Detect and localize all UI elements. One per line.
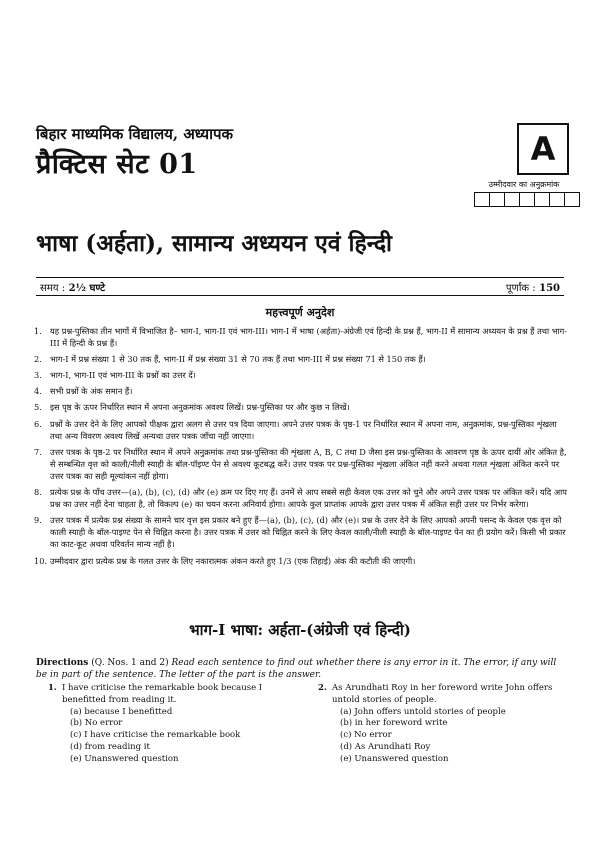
instruction-number: 3. — [34, 370, 42, 381]
instruction-number: 8. — [34, 487, 42, 498]
instruction-item — [34, 446, 568, 482]
option-item: (a) because I benefitted — [70, 706, 173, 717]
series-letter: A — [530, 130, 556, 168]
instructions-list — [34, 325, 568, 571]
option-item: (a) John offers untold stories of people — [340, 706, 506, 717]
instruction-text: भाग-I, भाग-II एवं भाग-III के प्रश्नों का उत्तर दें। — [50, 370, 196, 381]
directions-range: (Q. Nos. 1 and 2) — [91, 658, 169, 668]
instruction-number: 4. — [34, 386, 42, 397]
instruction-item — [34, 401, 568, 413]
instruction-text: उत्तर पत्रक के पृष्ठ-2 पर निर्धारित स्थान में अपने अनुक्रमांक तथा प्रश्न-पुस्तिका की शृंखला A, B, C तथा D जैसा इस प्रश्न-पुस्तिका के आवरण पृष्ठ के ऊपर दायीं ओर अंकित है, से सम्बन्धित वृत्त को काली/नीली स्याही के बॉल-पॉइण्ट पेन से अवश्य कूटबद्ध करें। उत्तर पत्रक पर प्रश्न-पुस्तिका शृंखला अंकित नहीं करने अथवा गलत शृंखला अंकित करने पर उत्तर पत्रक का सही मूल्यांकन नहीं होगा। — [50, 446, 567, 481]
roll-number-box — [535, 193, 550, 206]
roll-number-box — [490, 193, 505, 206]
roll-number-label: उम्मीदवार का अनुक्रमांक — [488, 180, 560, 189]
option-item: (c) I have criticise the remarkable book — [70, 730, 241, 741]
roll-number-box — [520, 193, 535, 206]
booklet-series-box — [517, 123, 569, 175]
option-item: (b) No error — [70, 718, 123, 729]
option-item: (b) in her foreword write — [340, 718, 448, 729]
question-block — [48, 683, 298, 766]
instruction-item — [34, 514, 568, 550]
instruction-text: सभी प्रश्नों के अंक समान हैं। — [50, 386, 133, 397]
time-info — [40, 280, 105, 294]
roll-number-box — [475, 193, 490, 206]
instruction-number: 7. — [34, 446, 42, 457]
instruction-item — [34, 486, 568, 510]
instruction-number: 6. — [34, 418, 42, 429]
directions-label: Directions — [36, 658, 89, 668]
option-item: (e) Unanswered question — [70, 753, 179, 764]
marks-info — [506, 280, 560, 294]
directions-block — [36, 657, 566, 681]
marks-value: 150 — [539, 282, 560, 294]
time-label: समय : — [40, 282, 66, 294]
instruction-text: यह प्रश्न-पुस्तिका तीन भागों में विभाजित है– भाग-I, भाग-II एवं भाग-III। भाग-I में भाषा (अर्हता)-अंग्रेजी एवं हिन्दी के प्रश्न हैं, भाग-II में सामान्य अध्ययन के प्रश्न हैं तथा भाग-III में हिन्दी के प्रश्न हैं। — [50, 326, 567, 349]
instruction-text: इस पृष्ठ के ऊपर निर्धारित स्थान में अपना अनुक्रमांक अवश्य लिखें। प्रश्न-पुस्तिका पर और कुछ न लिखें। — [50, 402, 350, 413]
instruction-number: 5. — [34, 402, 42, 413]
directions-text: Read each sentence to find out whether there is any error in it. The error, if any will be in part of the sentence. The letter of the part is the answer. — [36, 658, 557, 680]
roll-number-grid — [474, 192, 580, 207]
instruction-item — [34, 385, 568, 397]
option-item: (d) As Arundhati Roy — [340, 741, 431, 752]
time-value: 2½ घण्टे — [68, 282, 106, 294]
question-number: 1. — [48, 683, 57, 693]
instruction-text: उत्तर पत्रक में प्रत्येक प्रश्न संख्या के सामने चार वृत्त इस प्रकार बने हुए हैं—(a), (b), (c), (d) और (e)। प्रश्न के उत्तर देने के लिए आपको अपनी पसन्द के केवल एक वृत्त को काली स्याही के बॉल-पाइण्ट पेन से चिह्नित करना है। उत्तर पत्रक में उत्तर को चिह्नित करने के लिए केवल काली/नीली स्याही के बॉल-पाइण्ट पेन का ही प्रयोग करें। किसी भी प्रकार का काट-कूट अथवा परिवर्तन मान्य नहीं है। — [50, 515, 566, 550]
question-number: 2. — [318, 683, 327, 693]
instruction-item — [34, 555, 568, 567]
instruction-text: प्रत्येक प्रश्न के पाँच उत्तर—(a), (b), (c), (d) और (e) क्रम पर दिए गए हैं। उनमें से आप सबसे सही केवल एक उत्तर को चुने और अपने उत्तर पत्रक पर अंकित करें। यदि आप प्रश्न का उत्तर नहीं देना चाहता है, तो विकल्प (e) का चयन करना अनिवार्य होगा। आपके कुल प्राप्तांक आपके द्वारा उत्तर पत्रक में अंकित सही उत्तर पर निर्भर करेगा। — [50, 487, 567, 510]
instruction-number: 1. — [34, 326, 42, 336]
options-list — [318, 707, 568, 766]
instruction-number: 2. — [34, 354, 42, 365]
question-stem-row — [318, 683, 568, 707]
instruction-item — [34, 418, 568, 442]
instruction-text: भाग-I में प्रश्न संख्या 1 से 30 तक हैं, भाग-II में प्रश्न संख्या 31 से 70 तक हैं तथा भाग-III में प्रश्न संख्या 71 से 150 तक हैं। — [50, 354, 426, 365]
instruction-text: उम्मीदवार द्वारा प्रत्येक प्रश्न के गलत उत्तर के लिए नकारात्मक अंकन करते हुए 1/3 (एक तिहाई) अंक की कटौती की जाएगी। — [50, 555, 416, 566]
roll-number-box — [550, 193, 565, 206]
question-block — [318, 683, 568, 766]
option-item: (c) No error — [340, 730, 392, 741]
paper-title: भाषा (अर्हता), सामान्य अध्ययन एवं हिन्दी — [36, 230, 392, 257]
time-marks-bar — [36, 277, 564, 296]
instruction-text: प्रश्नों के उत्तर देने के लिए आपको पीक्षक द्वारा अलग से उत्तर पत्र दिया जाएगा। अपने उत्तर पत्रक के पृष्ठ-1 पर निर्धारित स्थान में अपना नाम, अनुक्रमांक, प्रश्न-पुस्तिका शृंखला तथा अन्य विवरण अवश्य लिखें अन्यथा उत्तर पत्रक जाँचा नहीं जाएगा। — [50, 418, 557, 441]
instruction-item — [34, 353, 568, 365]
instruction-item — [34, 369, 568, 381]
marks-label: पूर्णांक : — [505, 282, 536, 294]
option-item: (e) Unanswered question — [340, 753, 449, 764]
instructions-heading: महत्त्वपूर्ण अनुदेश — [265, 306, 335, 319]
roll-number-box — [505, 193, 520, 206]
question-stem-row — [48, 683, 298, 707]
instruction-number: 9. — [34, 515, 42, 526]
option-item: (d) from reading it — [70, 741, 150, 752]
instruction-item — [34, 325, 568, 349]
question-stem: As Arundhati Roy in her foreword write John offers untold stories of people. — [332, 683, 553, 705]
practice-set-title: प्रैक्टिस सेट 01 — [36, 149, 198, 180]
options-list — [48, 707, 298, 766]
question-stem: I have criticise the remarkable book because I benefitted from reading it. — [62, 683, 263, 705]
part-heading: भाग-I भाषा: अर्हता-(अंग्रेजी एवं हिन्दी) — [189, 621, 411, 639]
exam-subtitle: बिहार माध्यमिक विद्यालय, अध्यापक — [36, 125, 234, 143]
roll-number-box — [565, 193, 579, 206]
instruction-number: 10. — [34, 555, 48, 566]
